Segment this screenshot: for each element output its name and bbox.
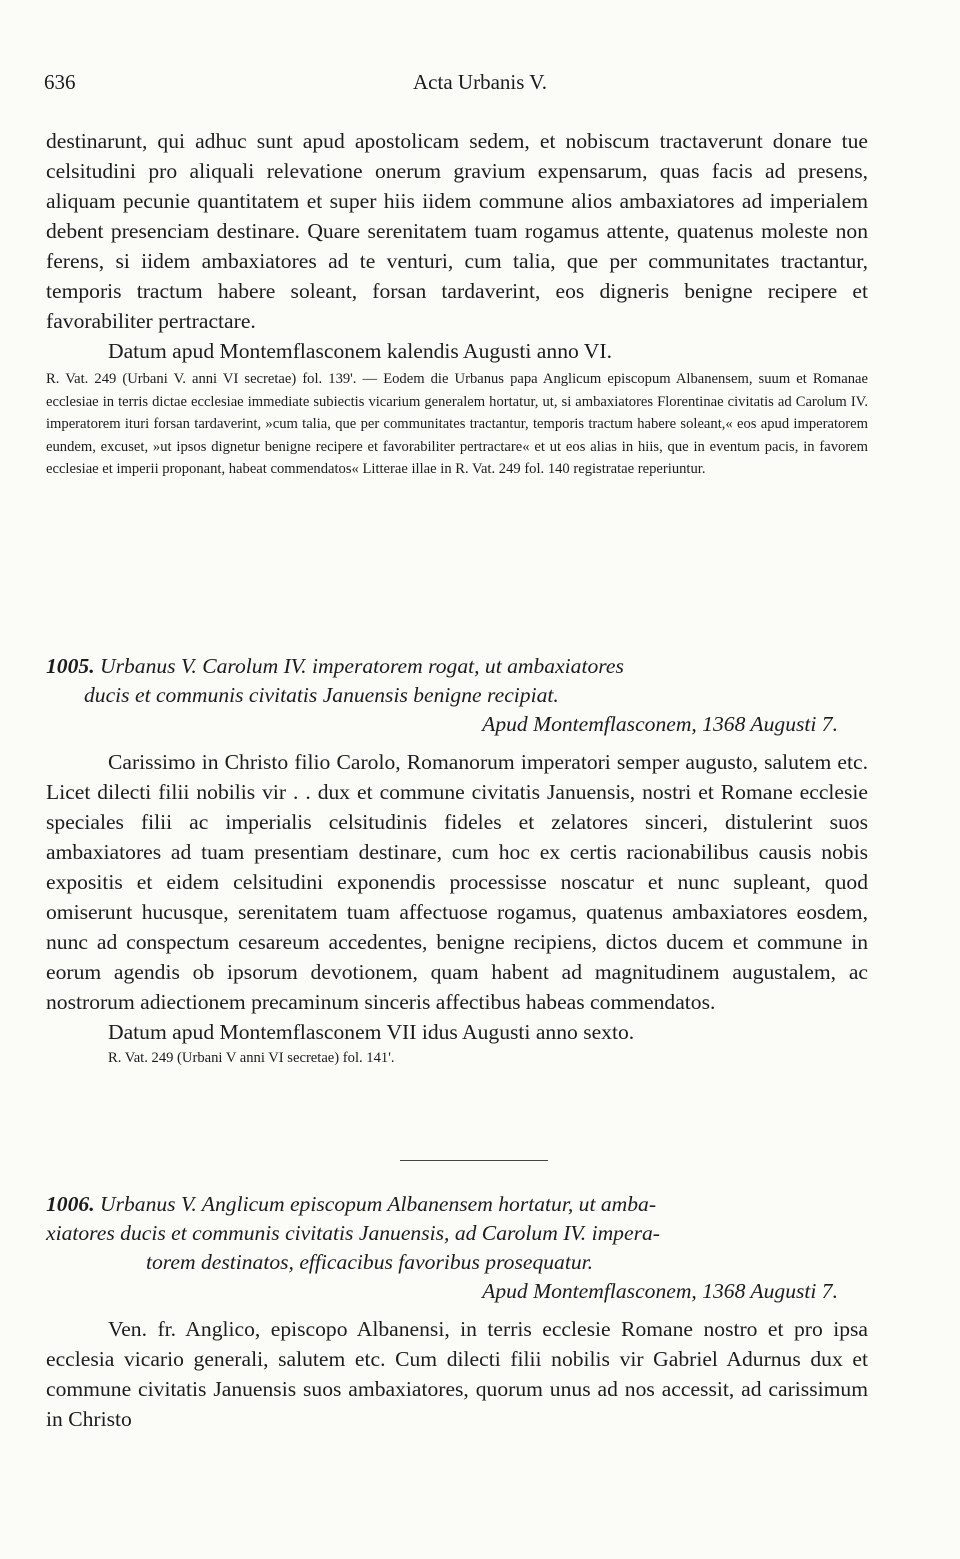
- entry-1006-title: [46, 1190, 868, 1277]
- entry-1005-title: [46, 652, 868, 710]
- entry-1006-number: 1006.: [46, 1192, 95, 1216]
- entry-1005-number: 1005.: [46, 654, 95, 678]
- editorial-note: R. Vat. 249 (Urbani V. anni VI secretae) fol. 139'. — Eodem die Urbanus papa Anglicum episcopum Albanensem, suum et Romanae ecclesiae in terris dictae ecclesiae immediate subiectis vicarium generalem hortatur, ut, si ambaxiatores Florentinae civitatis ad Carolum IV. imperatorem ituri forsan tardaverint, »cum talia, que per communitates tractantur, temporis tractum habere soleant,« eos apud imperatorem eundem, excuset, »ut ipsos dignetur benigne recipere et favorabiliter pertractare« et ut eos alias in hiis, que in eventum pacis, in favorem ecclesiae et imperii proponant, habeat commendatos« Litterae illae in R. Vat. 249 fol. 140 registratae reperiuntur.: [46, 371, 868, 478]
- entry-1005-datum: Datum apud Montemflasconem VII idus Augusti anno sexto.: [108, 1020, 635, 1044]
- carry-over-datum: Datum apud Montemflasconem kalendis Augusti anno VI.: [108, 339, 612, 363]
- running-title: Acta Urbanis V.: [413, 70, 547, 94]
- entry-1005-heading: [46, 652, 868, 739]
- entry-1005: [46, 652, 868, 1070]
- entry-1006-date-place: Apud Montemflasconem, 1368 Augusti 7.: [482, 1279, 838, 1303]
- entry-1006-heading: [46, 1190, 868, 1306]
- entry-1005-title-line2: ducis et communis civitatis Januensis benigne recipiat.: [84, 683, 559, 707]
- page-number: 636: [44, 70, 76, 94]
- entry-1006-title-line2: xiatores ducis et communis civitatis Januensis, ad Carolum IV. impera-: [46, 1221, 660, 1245]
- carry-over-section: [46, 126, 868, 481]
- entry-1006-body: Ven. fr. Anglico, episcopo Albanensi, in terris ecclesie Romane nostro et pro ipsa ecclesia vicario generali, salutem etc. Cum dilecti filii nobilis vir Gabriel Adurnus dux et commune civitatis Januensis suos ambaxiatores, quorum unus ad nos accessit, ad carissimum in Christo: [46, 1317, 868, 1431]
- entry-1006: [46, 1190, 868, 1434]
- entry-1006-title-line1: Urbanus V. Anglicum episcopum Albanensem hortatur, ut amba-: [100, 1192, 657, 1216]
- entry-1005-title-line1: Urbanus V. Carolum IV. imperatorem rogat, ut ambaxiatores: [100, 654, 624, 678]
- section-divider: [400, 1160, 548, 1161]
- entry-1005-reference: R. Vat. 249 (Urbani V anni VI secretae) fol. 141'.: [108, 1050, 395, 1066]
- carry-over-paragraph: destinarunt, qui adhuc sunt apud apostolicam sedem, et nobiscum tractaverunt donare tue celsitudini pro aliquali relevatione onerum gravium expensarum, quas facis ad presens, aliquam pecunie quantitatem et super hiis iidem commune alios ambaxiatores ad imperialem debent presenciam destinare. Quare serenitatem tuam rogamus attente, quatenus moleste non ferens, si iidem ambaxiatores ad te venturi, cum talia, que per communitates tractantur, temporis tractum habere soleant, forsan tardaverint, eos digneris benigne recipere et favorabiliter pertractare.: [46, 129, 868, 333]
- entry-1005-date-place: Apud Montemflasconem, 1368 Augusti 7.: [482, 712, 838, 736]
- page-header: [44, 70, 916, 104]
- entry-1006-title-line3: torem destinatos, efficacibus favoribus prosequatur.: [146, 1250, 594, 1274]
- entry-1005-body: Carissimo in Christo filio Carolo, Romanorum imperatori semper augusto, salutem etc. Licet dilecti filii nobilis vir . . dux et commune civitatis Januensis, nostri et Romane ecclesie speciales filii ac imperialis celsitudinis fideles et zelatores sinceri, distulerint suos ambaxiatores ad tuam presentiam destinare, cum hoc ex certis racionabilibus causis nobis expositis et eidem celsitudini exponendis processisse noscatur et nunc supleant, quod omiserunt hucusque, serenitatem tuam affectuose rogamus, quatenus ambaxiatores eosdem, nunc ad conspectum cesareum accedentes, benigne recipiens, dictos ducem et commune in eorum agendis ob ipsorum devotionem, quam habent ad magnitudinem augustalem, ac nostrorum adiectionem precaminum sinceris affectibus habeas commendatos.: [46, 750, 868, 1014]
